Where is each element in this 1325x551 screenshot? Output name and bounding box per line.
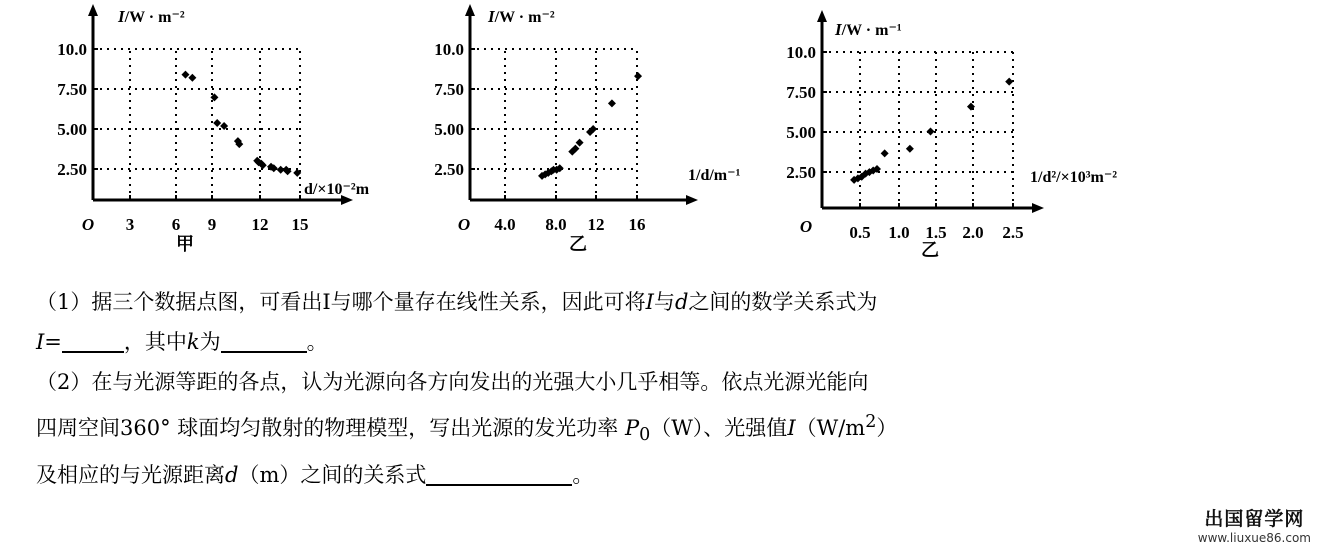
origin-label: O	[799, 217, 813, 236]
answer-blank-relation[interactable]	[426, 458, 572, 486]
answer-blank-k[interactable]	[221, 325, 307, 353]
y-tick-label: 10.0	[57, 40, 87, 59]
y-tick-label: 10.0	[786, 43, 816, 62]
data-point	[188, 74, 196, 82]
q2-text-b: 四周空间360° 球面均匀散射的物理模型，写出光源的发光功率	[36, 416, 625, 440]
chart-1	[57, 4, 369, 255]
q1-var-i2: I	[36, 330, 45, 354]
data-point	[926, 128, 934, 136]
y-axis-unit: /W · m⁻²	[494, 9, 555, 26]
q2-text-d: （W/m	[795, 416, 866, 440]
y-axis-unit: /W · m⁻¹	[841, 22, 902, 39]
q2-text-c: （W）、光强值	[650, 416, 788, 440]
y-axis-arrow	[465, 4, 475, 16]
x-tick-label: 0.5	[849, 223, 871, 242]
q1-line1	[36, 282, 1306, 322]
data-point	[906, 145, 914, 153]
q1-text-a: （1）据三个数据点图，可看出I与哪个量存在线性关系，因此可将	[36, 290, 646, 314]
x-tick-label: 12	[251, 215, 269, 234]
q2-line3	[36, 455, 1306, 495]
y-axis-symbol: I	[835, 20, 842, 39]
x-tick-label: 15	[291, 215, 309, 234]
y-tick-label: 7.50	[786, 83, 816, 102]
q2-text-e: ）	[876, 416, 898, 440]
x-tick-label: 16	[628, 215, 646, 234]
x-tick-label: 8.0	[545, 215, 567, 234]
question-text	[36, 282, 1306, 495]
x-tick-label: 1.5	[925, 223, 947, 242]
x-axis-arrow	[1032, 203, 1044, 213]
q1-text-d: ，其中	[123, 330, 187, 354]
x-axis-label: 1/d/m⁻¹	[688, 167, 741, 184]
data-point	[213, 119, 221, 127]
chart-caption: 甲	[176, 234, 194, 255]
q1-text-e: 为	[199, 330, 221, 354]
q2-var-p-sub: 0	[639, 425, 651, 446]
data-point	[1005, 78, 1013, 86]
answer-blank-formula[interactable]	[62, 325, 124, 353]
q1-text-c: 之间的数学关系式为	[688, 290, 878, 314]
y-axis-label	[117, 7, 185, 26]
data-point	[576, 139, 584, 147]
y-axis-symbol: I	[488, 7, 495, 26]
q2-end: 。	[572, 463, 594, 488]
chart-3	[786, 10, 1117, 261]
y-tick-label: 5.00	[57, 120, 87, 139]
data-point	[181, 71, 189, 79]
q2-text-g: （m）之间的关系式	[238, 463, 427, 488]
y-axis-label	[487, 7, 555, 26]
y-tick-label: 2.50	[57, 160, 87, 179]
y-tick-label: 2.50	[434, 160, 464, 179]
x-tick-label: 9	[207, 215, 217, 234]
q2-unit-sup: 2	[865, 412, 877, 432]
x-axis-label: 1/d²/×10³m⁻²	[1030, 169, 1118, 186]
chart-caption: 乙	[569, 234, 587, 255]
q2-var-p: P	[624, 416, 640, 440]
x-tick-label: 3	[125, 215, 135, 234]
x-tick-label: 4.0	[494, 215, 516, 234]
x-tick-label: 2.5	[1002, 223, 1024, 242]
q2-text-a: （2）在与光源等距的各点，认为光源向各方向发出的光强大小几乎相等。依点光源光能向	[36, 370, 869, 394]
chart-caption: 乙	[921, 240, 939, 261]
q2-var-d: d	[225, 463, 239, 488]
y-axis-label	[834, 20, 902, 39]
x-tick-label: 6	[171, 215, 181, 234]
data-point	[881, 149, 889, 157]
origin-label: O	[81, 215, 95, 234]
y-axis-arrow	[88, 4, 98, 16]
watermark-url: www.liuxue86.com	[1197, 531, 1311, 545]
y-tick-label: 2.50	[786, 163, 816, 182]
x-axis-arrow	[686, 195, 698, 205]
data-point	[634, 72, 642, 80]
watermark-text: 出国留学网	[1204, 508, 1305, 530]
y-tick-label: 5.00	[434, 120, 464, 139]
q2-line1	[36, 362, 1306, 402]
q1-line2	[36, 322, 1306, 362]
q1-end: 。	[306, 330, 328, 354]
origin-label: O	[457, 215, 471, 234]
charts-area	[0, 0, 1325, 270]
watermark	[1198, 504, 1311, 545]
q1-equals: =	[44, 330, 62, 354]
y-tick-label: 7.50	[434, 80, 464, 99]
y-tick-label: 7.50	[57, 80, 87, 99]
charts-svg	[0, 0, 1325, 270]
x-axis-label: d/×10⁻²m	[304, 181, 370, 198]
x-tick-label: 12	[587, 215, 605, 234]
x-tick-label: 2.0	[962, 223, 984, 242]
q2-line2	[36, 402, 1306, 455]
y-tick-label: 5.00	[786, 123, 816, 142]
q1-var-d: d	[674, 290, 689, 314]
y-axis-arrow	[817, 10, 827, 22]
chart-2	[434, 4, 740, 255]
data-point	[608, 99, 616, 107]
q2-var-i: I	[787, 416, 796, 440]
x-tick-label: 1.0	[888, 223, 910, 242]
q1-var-k: k	[186, 330, 200, 354]
y-tick-label: 10.0	[434, 40, 464, 59]
y-axis-unit: /W · m⁻²	[124, 9, 185, 26]
q2-text-f: 及相应的与光源距离	[36, 463, 225, 488]
y-axis-symbol: I	[118, 7, 125, 26]
q1-var-i: I	[645, 290, 654, 314]
q1-text-b: 与	[653, 290, 675, 314]
